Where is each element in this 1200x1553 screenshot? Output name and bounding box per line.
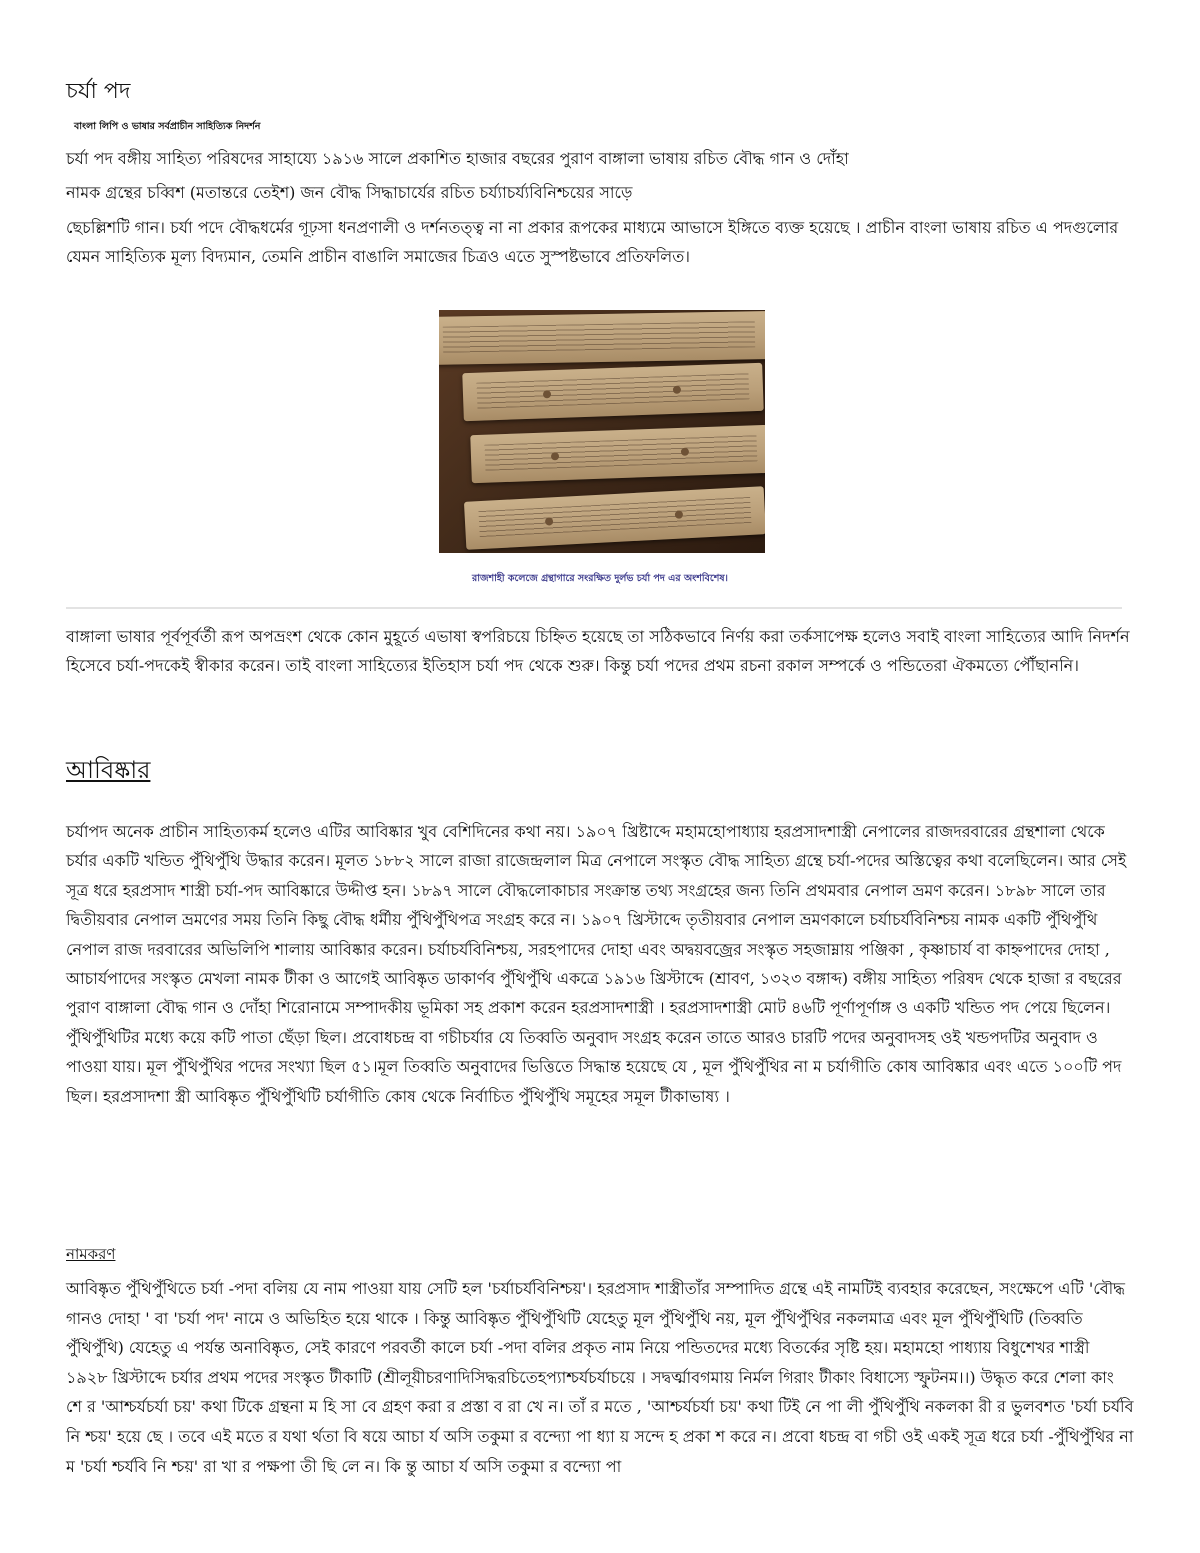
figure-caption: রাজশাহী কলেজে গ্রন্থাগারে সংরক্ষিত দুর্লভ চর্যা পদ এর অংশবিশেষ। [472, 573, 728, 584]
section-heading-discovery: আবিষ্কার [66, 756, 151, 784]
page-title: চর্যা পদ [66, 79, 131, 104]
intro-line-2: নামক গ্রন্থের চব্বিশ (মতান্তরে তেইশ) জন বৌদ্ধ সিদ্ধাচার্যের রচিত চর্য্যাচর্য্যবিনিশ্চয়ের সাড়ে [66, 183, 633, 202]
manuscript-leaf [462, 363, 763, 421]
manuscript-leaf [439, 311, 765, 365]
page-subtitle: বাংলা লিপি ও ভাষার সর্বপ্রাচীন সাহিত্যিক নিদর্শন [74, 121, 261, 132]
manuscript-leaf [464, 486, 765, 550]
manuscript-photo [439, 310, 765, 553]
manuscript-leaf [470, 425, 765, 483]
section-heading-naming: নামকরণ [66, 1245, 116, 1263]
naming-paragraph: আবিষ্কৃত পুঁথিপুঁথিতে চর্যা -পদা বলিয় যে নাম পাওয়া যায় সেটি হল 'চর্যাচর্যবিনিশ্চয়'। হরপ্রসাদ শাস্ত্রীতাঁর সম্পাদিত গ্রন্থে এই নামটিই ব্যবহার করেছেন, সংক্ষেপে এটি 'বৌদ্ধ গানও দোহা ' বা 'চর্যা পদ' নামে ও অভিহিত হয়ে থাকে । কিন্তু আবিষ্কৃত পুঁথিপুঁথিটি যেহেতু মূল পুঁথিপুঁথি নয়, মূল পুঁথিপুঁথির নকলমাত্র এবং মূল পুঁথিপুঁথিটি (তিব্বতি পুঁথিপুঁথি) যেহেতু এ পর্যন্ত অনাবিষ্কৃত, সেই কারণে পরবর্তী কালে চর্যা -পদা বলির প্রকৃত নাম নিয়ে পন্ডিতদের মধ্যে বিতর্কের সৃষ্টি হয়। মহামহো পাধ্যায় বিধুশেখর শাস্ত্রী ১৯২৮ খ্রিস্টাব্দে চর্যার প্রথম পদের সংস্কৃত টীকাটি (শ্রীলূয়ীচরণাদিসিদ্ধরচিতেহপ্যাশ্চর্যচর্যাচয়ে । সদ্বর্ত্মাবগমায় নির্মল গিরাং টীকাং বিধাস্যে স্ফুটনম।।) উদ্ধৃত করে শেলা কাং শে র 'আশ্চর্যচর্যা চয়' কথা টিকে গ্রন্থনা ম হি সা বে গ্রহণ করা র প্রস্তা ব রা খে ন। তাঁ র মতে , 'আশ্চর্যচর্যা চয়' কথা টিই নে পা লী পুঁথিপুঁথি নকলকা রী র ভুলবশত 'চর্যা চর্যবি নি শ্চয়' হয়ে ছে । তবে এই মতে র যথা র্থতা বি ষয়ে আচা র্য অসি তকুমা র বন্দ্যো পা ধ্যা য় সন্দে হ প্রকা শ করে ন। প্রবো ধচন্দ্র বা গচী ওই একই সূত্র ধরে চর্যা -পুঁথিপুঁথির না ম 'চর্যা শ্চর্যবি নি শ্চয়' রা খা র পক্ষপা তী ছি লে ন। কি ন্তু আচা র্য অসি তকুমা র বন্দ্যো পা [66, 1279, 1134, 1476]
origin-paragraph: বাঙ্গালা ভাষার পূর্বপূর্বর্তী রূপ অপভ্রংশ থেকে কোন মুহূর্তে এভাষা স্বপরিচয়ে চিহ্নিত হয়েছে তা সঠিকভাবে নির্ণয় করা তর্কসাপেক্ষ হলেও সবাই বাংলা সাহিত্যের আদি নিদর্শন হিসেবে চর্যা-পদকেই স্বীকার করেন। তাই বাংলা সাহিত্যের ইতিহাস চর্যা পদ থেকে শুরু। কিন্তু চর্যা পদের প্রথম রচনা রকাল সম্পর্কে ও পন্ডিতেরা ঐকমত্যে পৌঁছাননি। [66, 627, 1130, 675]
intro-line-1: চর্যা পদ বঙ্গীয় সাহিত্য পরিষদের সাহায্যে ১৯১৬ সালে প্রকাশিত হাজার বছরের পুরাণ বাঙ্গালা ভাষায় রচিত বৌদ্ধ গান ও দোঁহা [66, 149, 849, 168]
intro-paragraph: ছেচল্লিশটি গান। চর্যা পদে বৌদ্ধধর্মের গূঢ়সা ধনপ্রণালী ও দর্শনতত্ত্ব না না প্রকার রূপকের মাধ্যমে আভাসে ইঙ্গিতে ব্যক্ত হয়েছে । প্রাচীন বাংলা ভাষায় রচিত এ পদগুলোর যেমন সাহিত্যিক মূল্য বিদ্যমান, তেমনি প্রাচীন বাঙালি সমাজের চিত্রও এতে সুস্পষ্টভাবে প্রতিফলিত। [66, 218, 1119, 266]
divider [66, 607, 1122, 609]
discovery-paragraph: চর্যাপদ অনেক প্রাচীন সাহিত্যকর্ম হলেও এটির আবিষ্কার খুব বেশিদিনের কথা নয়। ১৯০৭ খ্রিষ্টাব্দে মহামহোপাধ্যায় হরপ্রসাদশাস্ত্রী নেপালের রাজদরবারের গ্রন্থশালা থেকে চর্যার একটি খন্ডিত পুঁথিপুঁথি উদ্ধার করেন। মূলত ১৮৮২ সালে রাজা রাজেন্দ্রলাল মিত্র নেপালে সংস্কৃত বৌদ্ধ সাহিত্য গ্রন্থে চর্যা-পদের অস্তিত্বের কথা বলেছিলেন। আর সেই সূত্র ধরে হরপ্রসাদ শাস্ত্রী চর্যা-পদ আবিষ্কারে উদ্দীপ্ত হন। ১৮৯৭ সালে বৌদ্ধলোকাচার সংক্রান্ত তথ্য সংগ্রহের জন্য তিনি প্রথমবার নেপাল ভ্রমণ করেন। ১৮৯৮ সালে তার দ্বিতীয়বার নেপাল ভ্রমণের সময় তিনি কিছু বৌদ্ধ ধর্মীয় পুঁথিপুঁথিপত্র সংগ্রহ করে ন। ১৯০৭ খ্রিস্টাব্দে তৃতীয়বার নেপাল ভ্রমণকালে চর্যাচর্যবিনিশ্চয় নামক একটি পুঁথিপুঁথি নেপাল রাজ দরবারের অভিলিপি শালায় আবিষ্কার করেন। চর্যাচর্যবিনিশ্চয়, সরহপাদের দোহা এবং অদ্বয়বজ্রের সংস্কৃত সহজাম্নায় পঞ্জিকা , কৃষ্ণাচার্য বা কাহ্নপাদের দোহা , আচার্যপাদের সংস্কৃত মেখলা নামক টীকা ও আগেই আবিষ্কৃত ডাকার্ণব পুঁথিপুঁথি একত্রে ১৯১৬ খ্রিস্টাব্দে (শ্রাবণ, ১৩২৩ বঙ্গাব্দ) বঙ্গীয় সাহিত্য পরিষদ থেকে হাজা র বছরের পুরাণ বাঙ্গালা বৌদ্ধ গান ও দোঁহা শিরোনামে সম্পাদকীয় ভূমিকা সহ প্রকাশ করেন হরপ্রসাদশাস্ত্রী । হরপ্রসাদশাস্ত্রী মোট ৪৬টি পূর্ণাপূর্ণাঙ্গ ও একটি খন্ডিত পদ পেয়ে ছিলেন। পুঁথিপুঁথিটির মধ্যে কয়ে কটি পাতা ছেঁড়া ছিল। প্রবোধচন্দ্র বা গচীচর্যার যে তিব্বতি অনুবাদ সংগ্রহ করেন তাতে আরও চারটি পদের অনুবাদসহ ওই খন্ডপদটির অনুবাদ ও পাওয়া যায়। মূল পুঁথিপুঁথির পদের সংখ্যা ছিল ৫১।মূল তিব্বতি অনুবাদের ভিত্তিতে সিদ্ধান্ত হয়েছে যে , মূল পুঁথিপুঁথির না ম চর্যাগীতি কোষ আবিষ্কার এবং এতে ১০০টি পদ ছিল। হরপ্রসাদশা স্ত্রী আবিষ্কৃত পুঁথিপুঁথিটি চর্যাগীতি কোষ থেকে নির্বাচিত পুঁথিপুঁথি সমূহের সমূল টীকাভাষ্য । [66, 822, 1127, 1106]
